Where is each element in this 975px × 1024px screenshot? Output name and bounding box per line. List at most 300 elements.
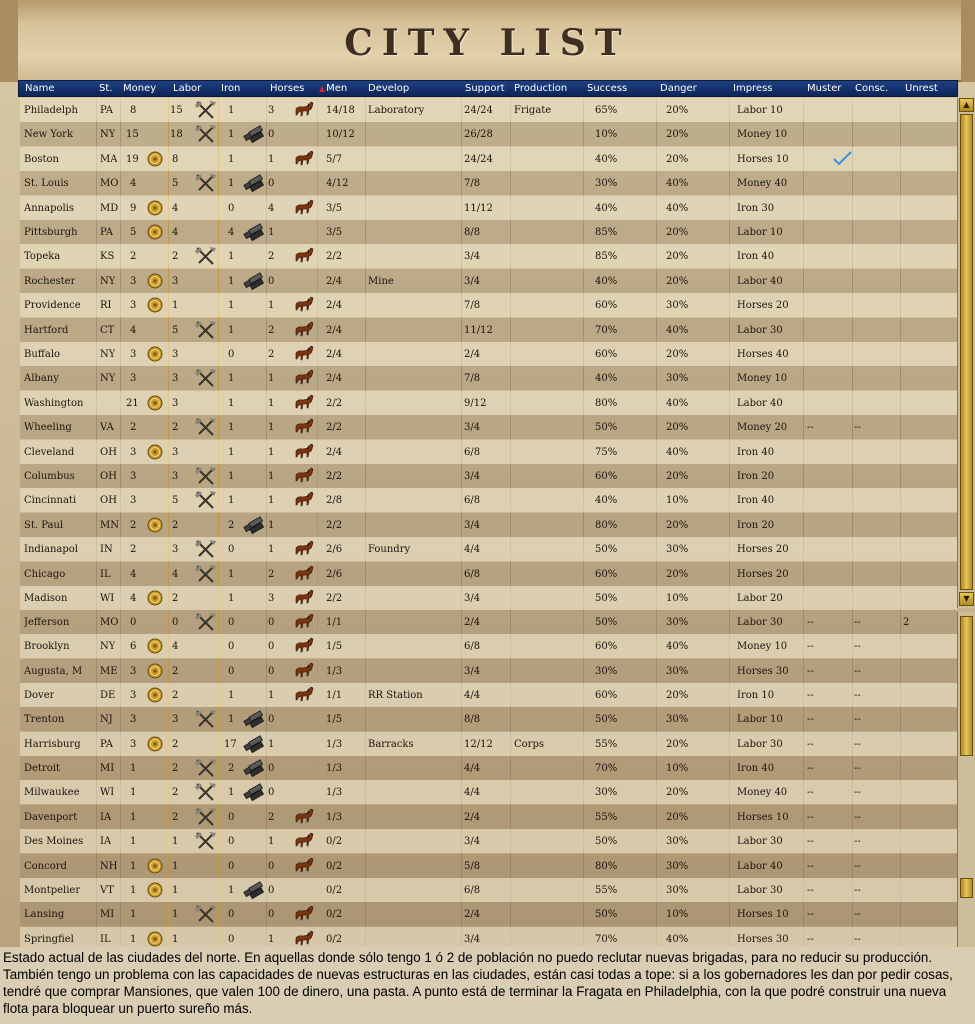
cell-men: 1/1	[326, 617, 343, 628]
cell-money: 21	[126, 397, 139, 409]
city-row[interactable]	[20, 537, 957, 561]
cell-success: 70%	[595, 763, 618, 775]
cell-danger: 30%	[666, 714, 689, 726]
column-header-label: Name	[25, 83, 55, 94]
cell-name: Detroit	[24, 763, 60, 775]
cell-horses: 0	[268, 665, 275, 677]
pick-shovel-icon	[194, 417, 218, 441]
city-table	[20, 98, 957, 947]
cell-support: 8/8	[464, 227, 481, 238]
cell-money: 4	[130, 568, 137, 580]
cell-success: 50%	[595, 836, 618, 848]
cell-iron: 1	[228, 324, 235, 336]
cell-men: 4/12	[326, 178, 349, 190]
city-row[interactable]	[20, 366, 957, 390]
cell-money: 3	[130, 446, 137, 458]
cell-danger: 40%	[666, 178, 689, 190]
cell-success: 65%	[595, 105, 618, 116]
cell-muster: --	[807, 811, 814, 823]
pick-shovel-icon	[194, 490, 218, 514]
city-row[interactable]	[20, 122, 957, 146]
cell-men: 2/2	[326, 397, 343, 409]
horse-icon	[292, 564, 316, 588]
cell-men: 10/12	[326, 129, 355, 141]
cell-success: 85%	[595, 251, 618, 263]
cell-horses: 0	[268, 884, 275, 896]
gold-coin-icon	[146, 198, 170, 222]
cell-name: Trenton	[24, 714, 65, 726]
cell-name: Annapolis	[24, 202, 75, 214]
cell-state: IA	[100, 811, 112, 823]
cell-men: 2/4	[326, 349, 343, 360]
cell-name: Providence	[24, 300, 81, 312]
cell-success: 50%	[595, 544, 618, 556]
horse-icon	[292, 904, 316, 928]
cell-labor: 2	[172, 422, 179, 434]
scroll-thumb-lower-b[interactable]	[960, 878, 973, 898]
cell-horses: 1	[268, 300, 275, 312]
cell-state: VT	[100, 884, 114, 896]
cell-money: 2	[130, 519, 137, 531]
cell-muster: --	[807, 860, 814, 872]
city-row[interactable]	[20, 440, 957, 464]
horse-icon	[292, 295, 316, 319]
column-header-label: Unrest	[905, 83, 938, 94]
cell-impress: Iron 40	[737, 446, 775, 458]
city-row[interactable]	[20, 488, 957, 512]
cell-money: 3	[130, 495, 137, 507]
cell-name: Augusta, M	[24, 665, 83, 677]
cell-money: 1	[130, 933, 137, 945]
cell-support: 3/4	[464, 933, 481, 945]
cell-men: 2/6	[326, 568, 343, 580]
cell-horses: 0	[268, 617, 275, 628]
city-row[interactable]	[20, 586, 957, 610]
cell-money: 15	[126, 129, 139, 141]
iron-bars-icon	[242, 782, 266, 806]
cell-danger: 20%	[666, 251, 689, 263]
cell-iron: 0	[228, 836, 235, 848]
cell-horses: 1	[268, 933, 275, 945]
pick-shovel-icon	[194, 320, 218, 344]
city-row[interactable]	[20, 780, 957, 804]
cell-support: 11/12	[464, 324, 493, 336]
city-row[interactable]	[20, 829, 957, 853]
cell-men: 1/5	[326, 641, 343, 653]
column-header-name[interactable]	[25, 82, 55, 96]
cell-muster: --	[807, 884, 814, 896]
cell-horses: 1	[268, 495, 275, 507]
column-header-label: Muster	[807, 83, 842, 94]
gold-coin-icon	[146, 222, 170, 246]
column-header-unrest[interactable]	[905, 82, 938, 96]
cell-horses: 0	[268, 275, 275, 287]
cell-iron: 0	[228, 665, 235, 677]
cell-state: VA	[100, 422, 114, 434]
column-header-label: Success	[587, 83, 628, 94]
cell-danger: 40%	[666, 641, 689, 653]
cell-danger: 20%	[666, 275, 689, 287]
cell-iron: 1	[228, 300, 235, 312]
cell-success: 60%	[595, 568, 618, 580]
cell-horses: 1	[268, 397, 275, 409]
column-header-bar	[18, 80, 958, 97]
city-row[interactable]	[20, 732, 957, 756]
cell-support: 4/4	[464, 763, 481, 775]
horse-icon	[292, 490, 316, 514]
cell-muster: --	[807, 763, 814, 775]
cell-iron: 1	[228, 593, 235, 604]
cell-iron: 0	[228, 909, 235, 921]
iron-bars-icon	[242, 222, 266, 246]
horse-icon	[292, 856, 316, 880]
pick-shovel-icon	[194, 124, 218, 148]
cell-support: 6/8	[464, 446, 481, 458]
cell-horses: 3	[268, 105, 275, 116]
cell-support: 3/4	[464, 275, 481, 287]
cell-iron: 1	[228, 568, 235, 580]
cell-iron: 1	[228, 787, 235, 799]
cell-support: 8/8	[464, 714, 481, 726]
cell-impress: Iron 40	[737, 763, 775, 775]
cell-iron: 1	[228, 251, 235, 263]
cell-production: Corps	[514, 738, 544, 750]
cell-labor: 1	[172, 860, 179, 872]
cell-state: MI	[100, 909, 115, 921]
cell-danger: 20%	[666, 129, 689, 141]
city-row[interactable]	[20, 391, 957, 415]
scroll-up-button[interactable]: ▲	[959, 98, 974, 112]
cell-state: WI	[100, 593, 115, 604]
cell-labor: 2	[172, 763, 179, 775]
cell-name: Davenport	[24, 811, 78, 823]
horse-icon	[292, 198, 316, 222]
cell-state: NJ	[100, 714, 113, 726]
column-header-impress[interactable]	[733, 82, 773, 96]
cell-iron: 0	[228, 544, 235, 556]
cell-money: 3	[130, 665, 137, 677]
cell-name: Hartford	[24, 324, 69, 336]
cell-labor: 3	[172, 446, 179, 458]
city-row[interactable]	[20, 878, 957, 902]
scroll-down-button[interactable]: ▼	[959, 592, 974, 606]
cell-horses: 1	[268, 153, 275, 165]
cell-success: 40%	[595, 153, 618, 165]
cell-danger: 30%	[666, 544, 689, 556]
cell-success: 55%	[595, 738, 618, 750]
cell-support: 4/4	[464, 787, 481, 799]
city-row[interactable]	[20, 342, 957, 366]
horse-icon	[292, 320, 316, 344]
cell-state: NY	[100, 641, 116, 653]
city-row[interactable]	[20, 293, 957, 317]
cell-horses: 1	[268, 446, 275, 458]
cell-consc: --	[854, 933, 861, 945]
cell-men: 0/2	[326, 836, 343, 848]
city-row[interactable]	[20, 659, 957, 683]
city-row[interactable]	[20, 707, 957, 731]
cell-support: 3/4	[464, 422, 481, 434]
cell-horses: 0	[268, 909, 275, 921]
cell-horses: 2	[268, 324, 275, 336]
city-row[interactable]	[20, 513, 957, 537]
cell-labor: 3	[172, 373, 179, 385]
cell-money: 3	[130, 373, 137, 385]
cell-iron: 17	[224, 738, 237, 750]
cell-impress: Horses 20	[737, 300, 789, 312]
cell-support: 4/4	[464, 544, 481, 556]
cell-consc: --	[854, 641, 861, 653]
cell-labor: 1	[172, 300, 179, 312]
cell-men: 1/3	[326, 811, 343, 823]
cell-success: 60%	[595, 690, 618, 702]
city-row[interactable]	[20, 927, 957, 947]
column-header-men[interactable]	[319, 82, 347, 96]
cell-men: 2/2	[326, 471, 343, 482]
cell-muster: --	[807, 738, 814, 750]
pick-shovel-icon	[194, 612, 218, 636]
cell-iron: 1	[228, 690, 235, 702]
column-header-state[interactable]	[99, 82, 112, 96]
scroll-thumb[interactable]	[960, 114, 973, 590]
cell-success: 50%	[595, 909, 618, 921]
city-row[interactable]	[20, 634, 957, 658]
cell-support: 2/4	[464, 811, 481, 823]
cell-success: 50%	[595, 593, 618, 604]
cell-horses: 0	[268, 787, 275, 799]
cell-labor: 4	[172, 227, 179, 238]
city-row[interactable]	[20, 318, 957, 342]
horse-icon	[292, 417, 316, 441]
cell-success: 10%	[595, 129, 618, 141]
cell-danger: 30%	[666, 860, 689, 872]
cell-support: 6/8	[464, 884, 481, 896]
cell-support: 2/4	[464, 349, 481, 360]
city-row[interactable]	[20, 756, 957, 780]
city-row[interactable]	[20, 269, 957, 293]
cell-iron: 1	[228, 275, 235, 287]
cell-horses: 2	[268, 349, 275, 360]
city-row[interactable]	[20, 171, 957, 195]
column-header-label: Support	[465, 83, 505, 94]
cell-men: 2/6	[326, 544, 343, 556]
cell-name: Cincinnati	[24, 495, 77, 507]
cell-support: 3/4	[464, 593, 481, 604]
cell-men: 3/5	[326, 227, 343, 238]
cell-horses: 0	[268, 178, 275, 190]
cell-labor: 2	[172, 519, 179, 531]
pick-shovel-icon	[194, 807, 218, 831]
city-row[interactable]	[20, 902, 957, 926]
column-header-consc[interactable]	[855, 82, 888, 96]
cell-state: NY	[100, 349, 116, 360]
column-header-label: Men	[326, 83, 348, 94]
scrollbar-lower[interactable]	[957, 612, 975, 947]
cell-consc: --	[854, 763, 861, 775]
city-row[interactable]	[20, 610, 957, 634]
cell-labor: 3	[172, 397, 179, 409]
cell-danger: 20%	[666, 519, 689, 531]
horse-icon	[292, 466, 316, 490]
cell-success: 50%	[595, 617, 618, 628]
horse-icon	[292, 393, 316, 417]
city-row[interactable]	[20, 147, 957, 171]
cell-success: 40%	[595, 373, 618, 385]
cell-money: 1	[130, 763, 137, 775]
cell-money: 1	[130, 860, 137, 872]
gold-coin-icon	[146, 636, 170, 660]
cell-success: 70%	[595, 933, 618, 945]
cell-danger: 20%	[666, 690, 689, 702]
city-row[interactable]	[20, 805, 957, 829]
cell-men: 2/4	[326, 373, 343, 385]
cell-success: 40%	[595, 275, 618, 287]
cell-men: 2/4	[326, 446, 343, 458]
pick-shovel-icon	[194, 758, 218, 782]
cell-name: Madison	[24, 593, 68, 604]
column-header-danger[interactable]	[660, 82, 697, 96]
column-header-develop[interactable]	[368, 82, 409, 96]
cell-danger: 20%	[666, 227, 689, 238]
cell-impress: Money 10	[737, 129, 788, 141]
cell-horses: 2	[268, 251, 275, 263]
city-row[interactable]	[20, 98, 957, 122]
cell-impress: Horses 10	[737, 909, 789, 921]
cell-success: 60%	[595, 300, 618, 312]
cell-impress: Iron 30	[737, 202, 775, 214]
column-header-support[interactable]	[465, 82, 505, 96]
cell-labor: 4	[172, 202, 179, 214]
cell-horses: 1	[268, 836, 275, 848]
column-header-production[interactable]	[514, 82, 567, 96]
cell-danger: 20%	[666, 811, 689, 823]
cell-muster: --	[807, 714, 814, 726]
column-header-labor[interactable]	[173, 82, 201, 96]
column-header-label: St.	[99, 83, 113, 94]
city-row[interactable]	[20, 220, 957, 244]
cell-consc: --	[854, 836, 861, 848]
cell-success: 60%	[595, 641, 618, 653]
horse-icon	[292, 100, 316, 124]
cell-success: 30%	[595, 178, 618, 190]
cell-muster: --	[807, 909, 814, 921]
column-header-muster[interactable]	[807, 82, 841, 96]
cell-danger: 20%	[666, 738, 689, 750]
cell-men: 0/2	[326, 884, 343, 896]
cell-state: MA	[100, 153, 118, 165]
city-row[interactable]	[20, 562, 957, 586]
cell-state: PA	[100, 227, 114, 238]
horse-icon	[292, 344, 316, 368]
city-row[interactable]	[20, 854, 957, 878]
cell-money: 4	[130, 178, 137, 190]
pick-shovel-icon	[194, 539, 218, 563]
cell-iron: 0	[228, 933, 235, 945]
cell-labor: 3	[172, 544, 179, 556]
cell-support: 3/4	[464, 251, 481, 263]
cell-money: 5	[130, 227, 137, 238]
cell-horses: 0	[268, 641, 275, 653]
cell-danger: 30%	[666, 373, 689, 385]
cell-support: 5/8	[464, 860, 481, 872]
cell-men: 2/8	[326, 495, 343, 507]
city-row[interactable]	[20, 244, 957, 268]
cell-state: IA	[100, 836, 112, 848]
cell-men: 2/4	[326, 300, 343, 312]
cell-impress: Labor 40	[737, 275, 783, 287]
gold-coin-icon	[146, 271, 170, 295]
column-header-iron[interactable]	[221, 82, 240, 96]
cell-money: 2	[130, 422, 137, 434]
pick-shovel-icon	[194, 709, 218, 733]
cell-danger: 40%	[666, 324, 689, 336]
city-row[interactable]	[20, 683, 957, 707]
cell-success: 55%	[595, 811, 618, 823]
cell-labor: 1	[172, 836, 179, 848]
cell-iron: 0	[228, 811, 235, 823]
checkmark-icon	[831, 149, 855, 173]
cell-danger: 10%	[666, 909, 689, 921]
city-row[interactable]	[20, 415, 957, 439]
cell-support: 24/24	[464, 105, 493, 116]
cell-state: OH	[100, 471, 117, 482]
cell-impress: Labor 40	[737, 860, 783, 872]
cell-state: DE	[100, 690, 116, 702]
cell-money: 2	[130, 251, 137, 263]
cell-iron: 1	[228, 495, 235, 507]
cell-labor: 18	[170, 129, 183, 141]
scroll-thumb-lower[interactable]	[960, 616, 973, 756]
cell-men: 2/4	[326, 275, 343, 287]
cell-danger: 40%	[666, 446, 689, 458]
cell-impress: Labor 40	[737, 397, 783, 409]
cell-horses: 2	[268, 568, 275, 580]
cell-men: 2/4	[326, 324, 343, 336]
city-row[interactable]	[20, 464, 957, 488]
cell-horses: 2	[268, 811, 275, 823]
cell-name: Washington	[24, 397, 84, 409]
column-header-label: Develop	[368, 83, 410, 94]
cell-success: 50%	[595, 422, 618, 434]
horse-icon	[292, 442, 316, 466]
cell-danger: 10%	[666, 593, 689, 604]
cell-horses: 0	[268, 860, 275, 872]
cell-impress: Horses 20	[737, 568, 789, 580]
city-row[interactable]	[20, 196, 957, 220]
cell-horses: 1	[268, 373, 275, 385]
cell-labor: 1	[172, 884, 179, 896]
cell-state: MN	[100, 519, 119, 531]
cell-consc: --	[854, 422, 861, 434]
cell-men: 0/2	[326, 909, 343, 921]
column-header-money[interactable]	[123, 82, 156, 96]
horse-icon	[292, 636, 316, 660]
cell-danger: 30%	[666, 300, 689, 312]
cell-name: Topeka	[24, 251, 61, 263]
column-header-label: Money	[123, 83, 157, 94]
horse-icon	[292, 539, 316, 563]
column-header-horses[interactable]	[270, 82, 304, 96]
cell-impress: Labor 30	[737, 738, 783, 750]
column-header-success[interactable]	[587, 82, 627, 96]
cell-labor: 3	[172, 714, 179, 726]
cell-impress: Labor 30	[737, 324, 783, 336]
pick-shovel-icon	[194, 368, 218, 392]
scrollbar-upper[interactable]	[957, 98, 975, 608]
cell-state: ME	[100, 665, 118, 677]
cell-support: 7/8	[464, 178, 481, 190]
cell-money: 1	[130, 787, 137, 799]
